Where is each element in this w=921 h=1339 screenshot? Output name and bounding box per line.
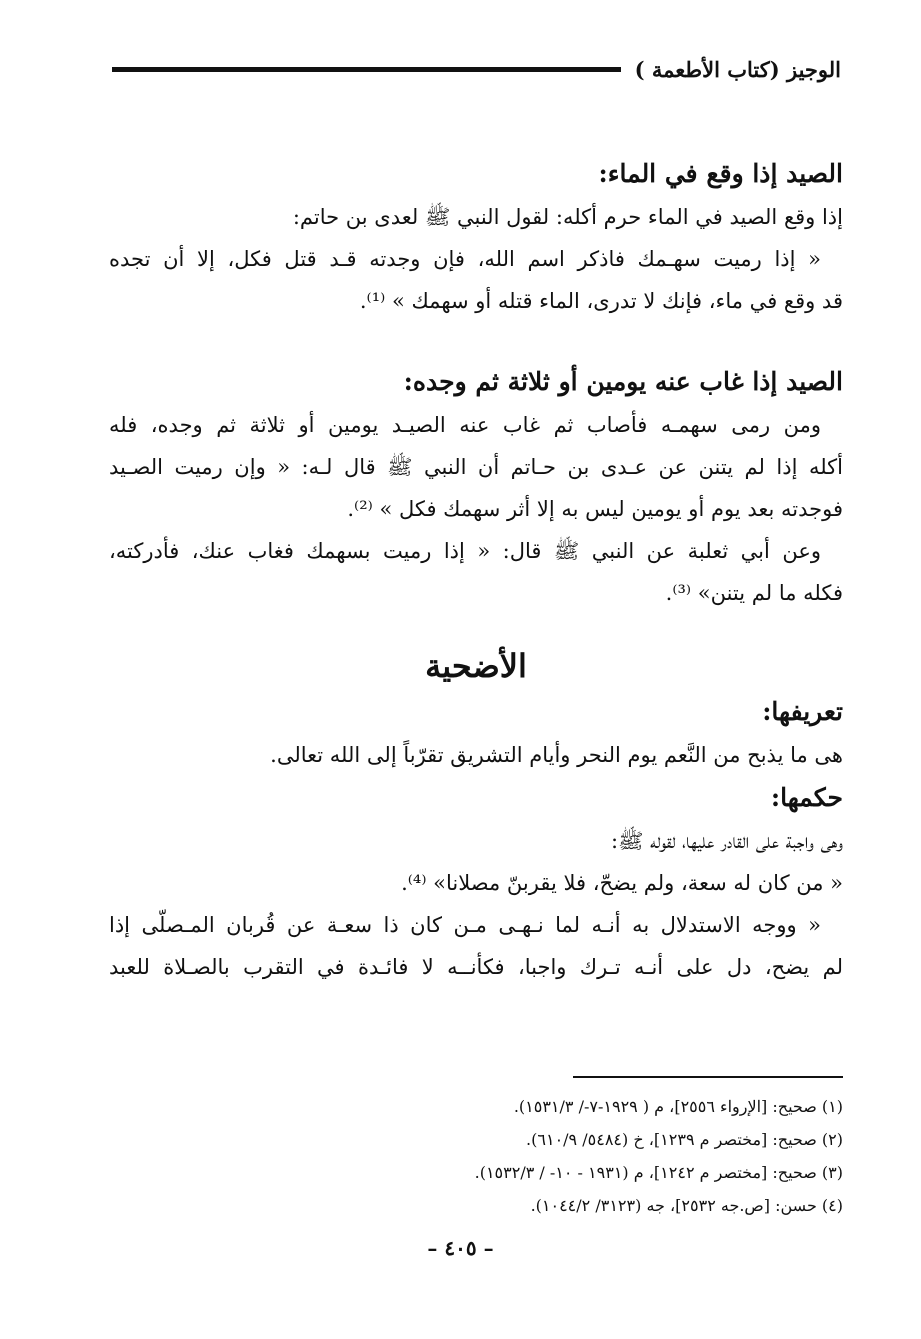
footnote: (٣) صحيح: [مختصر م ١٢٤٢]، م (١٩٣١ - ١٠- / ١٥٣٢/٣).: [474, 1163, 843, 1182]
ruling-heading: حكمها:: [770, 783, 843, 812]
paragraph-line: أكله إذا لم يتنن عن عـدى بن حـاتم أن النبي ﷺ قال لـه: « وإن رميت الصـيد: [109, 455, 843, 479]
page-body: [109, 152, 843, 988]
header-title: الوجيز (كتاب الأطعمة ): [634, 57, 841, 82]
paragraph-line: وعن أبي ثعلبة عن النبي ﷺ قال: « إذا رميت بسهمك فغاب عنك، فأدركته،: [109, 539, 821, 563]
paragraph-line: وهى واجبة على القادر عليها، لقوله ﷺ:: [611, 829, 843, 853]
paragraph-line: « ووجه الاستدلال به أنـه لما نـهـى مـن كان ذا سعـة عن قُربان المـصلّى إذا: [109, 913, 821, 937]
hadith-line: قد وقع في ماء، فإنك لا تدرى، الماء قتله أو سهمك » ⁽¹⁾.: [359, 289, 843, 313]
section-heading-hunt-in-water: الصيد إذا وقع في الماء:: [598, 159, 843, 188]
paragraph-line: فوجدته بعد يوم أو يومين ليس به إلا أثر سهمك فكل » ⁽²⁾.: [347, 497, 843, 521]
footnote: (١) صحيح: [الإرواء ٢٥٥٦]، م ( ١٩٢٩-٧-/ ١٥٣١/٣).: [513, 1097, 843, 1116]
definition-text: هى ما يذبح من النَّعم يوم النحر وأيام التشريق تقرّباً إلى الله تعالى.: [270, 743, 843, 767]
hadith-line: « من كان له سعة، ولم يضحّ، فلا يقربنّ مصلانا» ⁽⁴⁾.: [401, 871, 843, 895]
paragraph-line: لم يضح، دل على أنـه تـرك واجبا، فكأنــه لا فائـدة في التقرب بالصـلاة للعبد: [109, 955, 843, 979]
section-heading-hunt-absent: الصيد إذا غاب عنه يومين أو ثلاثة ثم وجده:: [403, 367, 843, 396]
paragraph: إذا وقع الصيد في الماء حرم أكله: لقول النبي ﷺ لعدى بن حاتم:: [292, 205, 843, 229]
definition-heading: تعريفها:: [762, 697, 843, 726]
running-header: [112, 52, 841, 88]
footnote: (٤) حسن: [ص.جه ٢٥٣٢]، جه (٣١٢٣/ ١٠٤٤/٢).: [530, 1196, 843, 1215]
footnotes: [109, 1090, 843, 1222]
hadith-line: « إذا رميت سهـمك فاذكر اسم الله، فإن وجدته قـد قتل فكل، إلا أن تجده: [109, 247, 821, 271]
header-rule: [112, 67, 621, 72]
footnote: (٢) صحيح: [مختصر م ١٢٣٩]، خ (٥٤٨٤/ ٦١٠/٩).: [526, 1130, 843, 1149]
paragraph-line: فكله ما لم يتنن» ⁽³⁾.: [665, 581, 843, 605]
page-number: – ٤٠٥ –: [427, 1236, 494, 1260]
paragraph-line: ومن رمى سهمـه فأصاب ثم غاب عنه الصيـد يومين أو ثلاثة ثم وجده، فله: [109, 413, 821, 437]
footnote-rule: [573, 1076, 843, 1078]
chapter-title: الأضحية: [425, 647, 527, 685]
